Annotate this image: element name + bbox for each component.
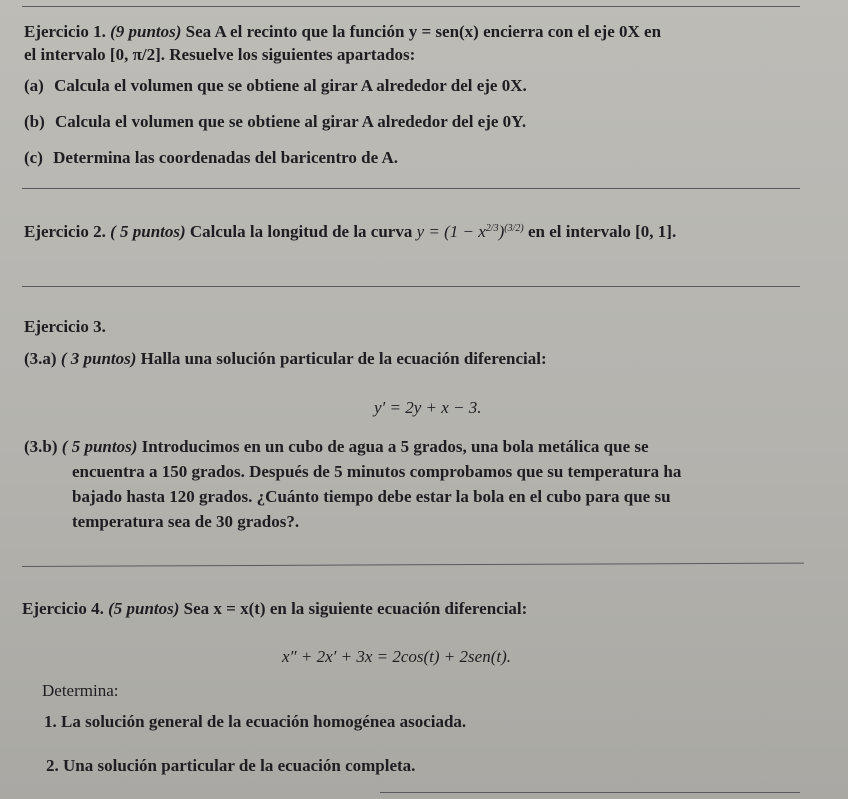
bottom-rule [380, 792, 800, 793]
ex1-line1 [24, 22, 661, 42]
ex1-heading: Ejercicio 1. [24, 22, 106, 41]
ex1-a-label: (a) [24, 76, 44, 95]
ex3-b-line2: encuentra a 150 grados. Después de 5 minutos comprobamos que su temperatura ha [72, 462, 682, 481]
ex2-heading: Ejercicio 2. [24, 222, 106, 241]
ex3-heading: Ejercicio 3. [24, 317, 106, 336]
ex4-item2: 2. Una solución particular de la ecuación completa. [46, 756, 416, 775]
ex1-item-a [24, 76, 527, 96]
ex4-determina: Determina: [42, 681, 119, 700]
ex2-text-after: en el intervalo [0, 1]. [527, 222, 677, 241]
ex2-formula-mid: ) [498, 222, 505, 241]
ex3-b-label: (3.b) [24, 437, 58, 456]
ex2-text-before: Calcula la longitud de la curva [189, 222, 413, 241]
ex3-a-text: Halla una solución particular de la ecuación diferencial: [140, 349, 547, 368]
ex1-b-label: (b) [24, 112, 45, 131]
ex2-formula-main: y = (1 − x [416, 222, 486, 241]
ex2-line [24, 222, 676, 242]
ex3-b-line1-text: Introducimos en un cubo de agua a 5 grados, una bola metálica que se [141, 437, 649, 456]
ex2-formula [417, 222, 524, 241]
rule-after-ex2 [22, 286, 800, 287]
ex4-heading: Ejercicio 4. [22, 599, 104, 618]
ex1-line2: el intervalo [0, π/2]. Resuelve los siguientes apartados: [24, 45, 416, 64]
ex1-item-b [24, 112, 526, 132]
ex1-c-label: (c) [24, 148, 43, 167]
ex1-a-text: Calcula el volumen que se obtiene al girar A alrededor del eje 0X. [54, 76, 527, 95]
ex3-b-line4: temperatura sea de 30 grados?. [72, 512, 300, 531]
ex3-a-points: ( 3 puntos) [60, 349, 137, 368]
ex3-a-equation: y′ = 2y + x − 3. [374, 398, 482, 417]
ex2-formula-exp1: 2/3 [485, 223, 499, 234]
ex4-text: Sea x = x(t) en la siguiente ecuación diferencial: [183, 599, 528, 618]
ex1-c-text: Determina las coordenadas del baricentro de A. [53, 148, 398, 167]
ex4-line [22, 599, 527, 619]
ex4-equation: x″ + 2x′ + 3x = 2cos(t) + 2sen(t). [282, 647, 511, 666]
rule-after-ex3 [22, 563, 804, 567]
ex3-a-line [24, 349, 547, 369]
ex2-formula-exp2: (3/2) [504, 223, 524, 234]
ex1-b-text: Calcula el volumen que se obtiene al girar A alrededor del eje 0Y. [55, 112, 527, 131]
ex3-b-line3: bajado hasta 120 grados. ¿Cuánto tiempo debe estar la bola en el cubo para que su [72, 487, 671, 506]
ex1-points: (9 puntos) [110, 22, 182, 41]
ex1-item-c [24, 148, 398, 168]
rule-after-ex1 [22, 188, 800, 189]
ex3-a-label: (3.a) [24, 349, 57, 368]
top-rule [22, 6, 800, 7]
ex2-points: ( 5 puntos) [110, 222, 186, 241]
ex1-line1-text: Sea A el recinto que la función y = sen(x) encierra con el eje 0X en [185, 22, 662, 41]
ex4-points: (5 puntos) [108, 599, 180, 618]
ex4-item1: 1. La solución general de la ecuación homogénea asociada. [44, 712, 467, 731]
ex3-b-points: ( 5 puntos) [61, 437, 138, 456]
ex3-b-line1 [24, 437, 649, 457]
